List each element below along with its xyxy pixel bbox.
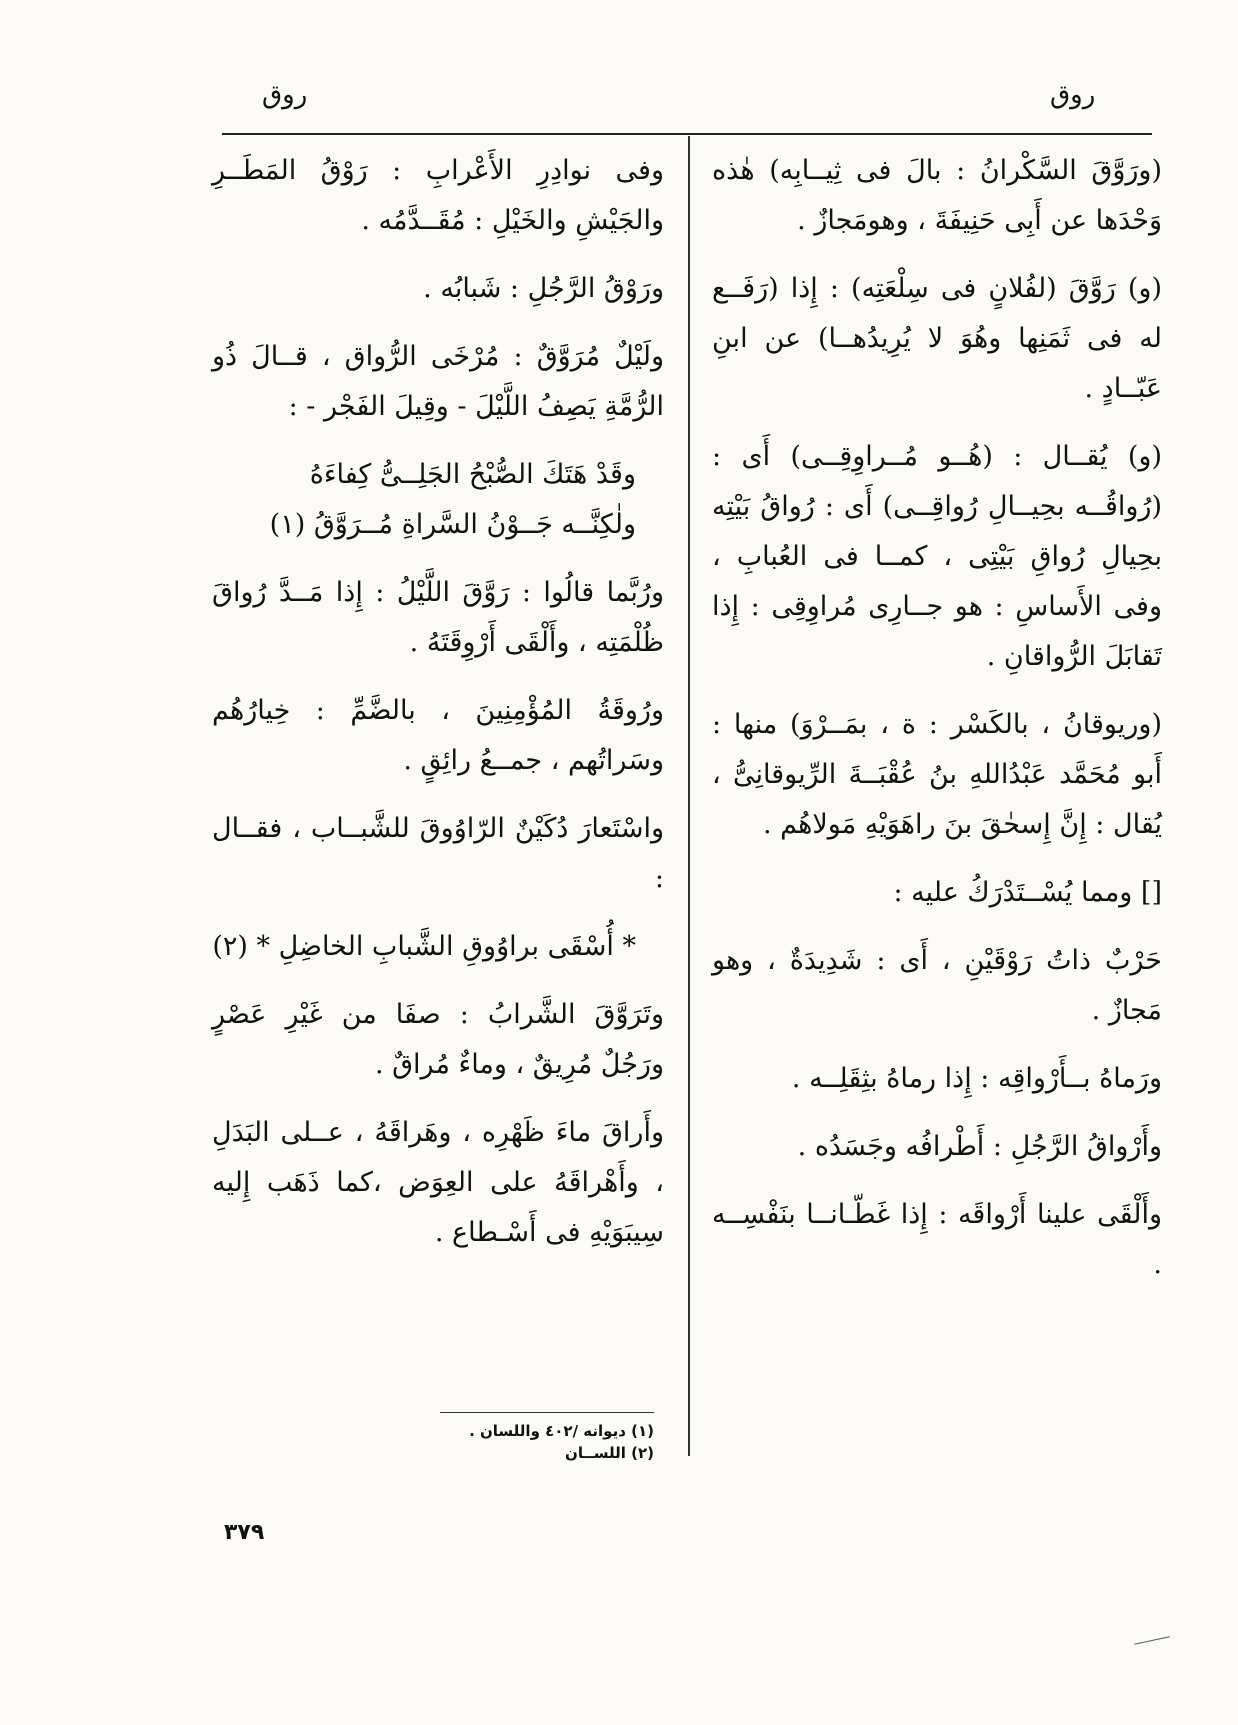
verse-line: ولٰكِنَّــه جَــوْنُ السَّراةِ مُــرَوَّقُ (١) [269, 509, 636, 540]
entry-paragraph: (و) يُقــال : (هُــو مُــراوِقِــى) أَى : (رُواقُــه بحِيــالِ رُواقِــى) أَى : رُواقُ بَيْتِه بحِيالِ رُواقِ بَيْتِى ، كمــا فى العُبابِ ، وفى الأَساسِ : هو جــارِى مُراوِقِى : إِذا تَقابَلَ الرُّواقانِ . [712, 441, 1162, 672]
entry-paragraph: ورَماهُ بــأَرْواقِه : إِذا رماهُ بثِقَلِــه . [791, 1063, 1162, 1094]
verse-line: وقَدْ هَتَكَ الصُّبْحُ الجَلِــىُّ كِفاءَهُ [309, 459, 636, 490]
entry-paragraph: ورُبَّما قالُوا : رَوَّقَ اللَّيْلُ : إِذا مَــدَّ رُواقَ ظُلْمَتِه ، وأَلْقَى أَرْوِقَتَهُ . [212, 577, 664, 658]
entry-paragraph: واسْتَعارَ دُكَيْنٌ الرّاوُوقَ للشَّبــاب ، فقــال : [212, 813, 664, 894]
scan-mark [1134, 1636, 1169, 1644]
running-header-left: روق [262, 80, 308, 110]
entry-paragraph: وأَراقَ ماءَ ظَهْرِه ، وهَراقَهُ ، عــلى البَدَلِ ، وأَهْراقَهُ على العِوَض ،كما ذَهَب إِليه سِيبَوَيْهِ فى أَسْـطاع . [212, 1117, 664, 1248]
entry-paragraph: ورُوقَةُ المُؤْمِنِينَ ، بالضَّمِّ : خِيارُهُم وسَراتُهم ، جمــعُ رائِقٍ . [212, 695, 664, 776]
footnote: (١) ديوانه /٤٠٢ واللسان . [469, 1422, 654, 1440]
entry-paragraph: (ورَوَّقَ السَّكْرانُ : بالَ فى ثِيــابِه) هٰذه وَحْدَها عن أَبِى حَنِيفَةَ ، وهومَجازٌ . [712, 155, 1162, 236]
page-number: ٣٧٩ [224, 1520, 265, 1545]
right-column [712, 146, 1162, 1308]
entry-paragraph: وفى نوادِرِ الأَعْرابِ : رَوْقُ المَطَــرِ والجَيْشِ والخَيْلِ : مُقَــدَّمُه . [212, 155, 664, 236]
running-header-right: روق [1050, 80, 1096, 110]
footnote-rule [440, 1412, 654, 1413]
entry-paragraph: وأَلْقَى علينا أَرْواقَه : إِذا غَطّـانــا بنَفْسِــه . [712, 1199, 1162, 1280]
poetry-verse [212, 922, 664, 972]
entry-paragraph: وأَرْواقُ الرَّجُلِ : أَطْرافُه وجَسَدُه . [797, 1131, 1162, 1162]
poetry-verse [212, 450, 664, 550]
left-column [212, 146, 664, 1276]
verse-line: * أُسْقَى براوُوقِ الشَّبابِ الخاضِلِ * (٢) [212, 931, 636, 962]
footnotes [440, 1420, 654, 1464]
entry-paragraph: وتَرَوَّقَ الشَّرابُ : صفَا من غَيْرِ عَصْرٍ ورَجُلٌ مُرِيقٌ ، وماءٌ مُراقٌ . [212, 999, 664, 1080]
entry-paragraph: ولَيْلٌ مُرَوَّقٌ : مُرْخَى الرُّواق ، قــالَ ذُو الرُّمَّةِ يَصِفُ اللَّيْلَ - وقِيلَ الفَجْر - : [212, 341, 664, 422]
entry-paragraph: (وريوقانُ ، بالكَسْر : ة ، بمَــرْوَ) منها : أَبو مُحَمَّد عَبْدُاللهِ بنُ عُقْبَــةَ الرِّيوقانِىُّ ، يُقال : إِنَّ إِسحٰقَ بنَ راهَوَيْهِ مَولاهُم . [712, 709, 1162, 840]
entry-paragraph: حَرْبٌ ذاتُ رَوْقَيْنِ ، أَى : شَدِيدَةٌ ، وهو مَجازٌ . [712, 945, 1162, 1026]
addenda-heading: [] ومما يُسْــتَدْرَكُ عليه : [893, 877, 1162, 908]
header-rule [222, 133, 1152, 135]
column-divider [688, 136, 690, 1456]
entry-paragraph: (و) رَوَّقَ (لفُلانٍ فى سِلْعَتِه) : إِذا (رَفَــع له فى ثَمَنِها وهُوَ لا يُرِيدُهــا) عن ابنِ عَبّــادٍ . [712, 273, 1162, 404]
entry-paragraph: ورَوْقُ الرَّجُلِ : شَبابُه . [423, 273, 664, 304]
footnote: (٢) اللســان [565, 1444, 654, 1462]
